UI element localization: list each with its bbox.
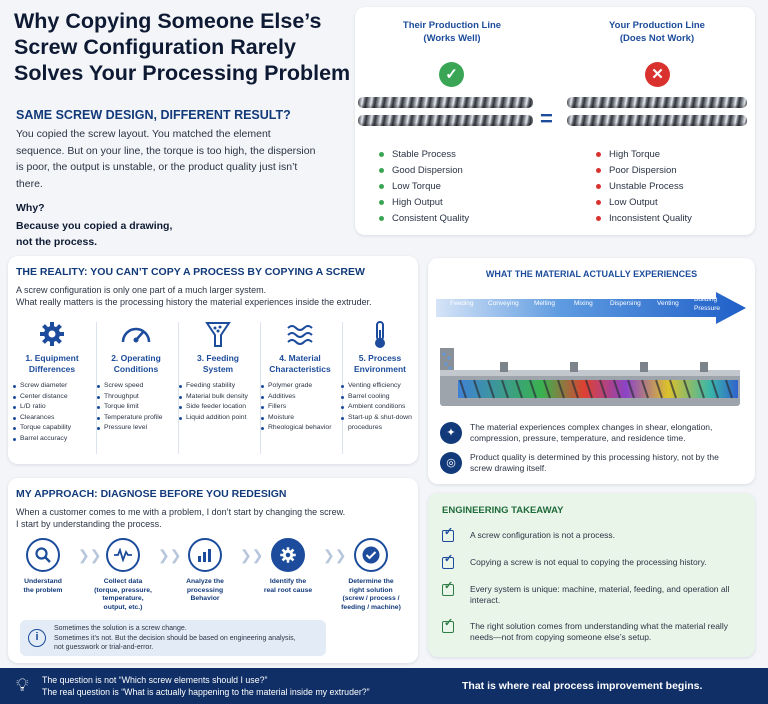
comparison-card bbox=[355, 7, 755, 235]
checkbox-icon bbox=[442, 557, 454, 569]
their-results-list bbox=[379, 147, 469, 227]
waves-icon bbox=[260, 320, 340, 350]
list-item: Low Torque bbox=[379, 179, 469, 195]
info-quality: ◎ Product quality is determined by this processing history, not by the screw drawing itself. bbox=[440, 452, 740, 474]
factor-equipment: 1. Equipment Differences Screw diameter Center distance L/D ratio Clearances Torque capability Barrel accuracy bbox=[12, 320, 92, 444]
factor-environment: 5. Process Environment Venting efficiency Barrel cooling Ambient conditions Start-up & shut-down procedures bbox=[340, 320, 420, 434]
info-shear: ✦ The material experiences complex changes in shear, elongation, compression, pressure, temperature, and residence time. bbox=[440, 422, 740, 444]
chevron-right-icon: ❯❯ bbox=[323, 547, 347, 563]
list-item: Unstable Process bbox=[596, 179, 692, 195]
checkbox-icon bbox=[442, 584, 454, 596]
screw-image bbox=[567, 115, 747, 126]
list-item: Good Dispersion bbox=[379, 163, 469, 179]
cross-icon: ✕ bbox=[645, 62, 670, 87]
takeaway-item: ✓ Copying a screw is not equal to copying the processing history. bbox=[442, 557, 742, 568]
target-icon: ◎ bbox=[440, 452, 462, 474]
reality-heading: THE REALITY: YOU CAN’T COPY A PROCESS BY COPYING A SCREW bbox=[16, 266, 365, 278]
intro-heading: SAME SCREW DESIGN, DIFFERENT RESULT? bbox=[16, 108, 291, 122]
takeaway-item: ✓ The right solution comes from understanding what the material really needs—not from copying someone else’s setup. bbox=[442, 621, 742, 643]
step-understand: Understand the problem bbox=[8, 538, 78, 595]
data-signal-icon bbox=[106, 538, 140, 572]
list-item: High Output bbox=[379, 195, 469, 211]
intro-text: You copied the screw layout. You matched the element sequence. But on your line, the torque is too high, the dispersion is poor, the output is unstable, or the product quality just isn’t there. bbox=[16, 128, 316, 190]
list-item: High Torque bbox=[596, 147, 692, 163]
check-icon: ✓ bbox=[439, 62, 464, 87]
approach-card: MY APPROACH: DIAGNOSE BEFORE YOU REDESIGN When a customer comes to me with a problem, I don’t start by changing the screw. I start by understanding the process. Understand the problem ❯❯ Collect data (torque, pressure, temperature, output, etc.) ❯❯ Analyze the processing Behavior ❯❯ Identify the real root cause ❯❯ Determine the right solution (screw / process / feeding / machine) i Sometimes the solution is a screw change. Sometimes it’s not. But the decision should be based on engineering analysis, not guesswork or trial-and-error. bbox=[8, 478, 418, 663]
factor-feeding: 3. Feeding System Feeding stability Material bulk density Side feeder location Liquid addition point bbox=[178, 320, 258, 423]
factor-operating: 2. Operating Conditions Screw speed Throughput Torque limit Temperature profile Pressure level bbox=[96, 320, 176, 434]
note-box: i Sometimes the solution is a screw change. Sometimes it’s not. But the decision should be based on engineering analysis, not guesswork or trial-and-error. bbox=[20, 620, 326, 656]
takeaway-card bbox=[428, 493, 755, 657]
material-card: WHAT THE MATERIAL ACTUALLY EXPERIENCES Feeding Conveying Melting Mixing Dispersing Venting Building Pressure ✦ The material experiences complex changes in shear, elongation, compression, pressure, temperature, and residence time. ◎ Product quality is determined by this processing history, not by the screw drawing itself. bbox=[428, 258, 755, 484]
screw-image bbox=[358, 97, 533, 108]
list-item: Stable Process bbox=[379, 147, 469, 163]
chevron-right-icon: ❯❯ bbox=[240, 547, 264, 563]
takeaway-heading: ENGINEERING TAKEAWAY bbox=[442, 505, 564, 516]
lightbulb-icon: ✦ bbox=[440, 422, 462, 444]
equals-sign: = bbox=[540, 106, 553, 131]
why-block: Why? Because you copied a drawing, not the process. bbox=[16, 202, 173, 248]
thermometer-icon bbox=[340, 320, 420, 350]
step-collect-data: Collect data (torque, pressure, temperature, output, etc.) bbox=[88, 538, 158, 612]
step-identify: Identify the real root cause bbox=[253, 538, 323, 595]
list-item: Poor Dispersion bbox=[596, 163, 692, 179]
bar-chart-icon bbox=[188, 538, 222, 572]
takeaway-item: ✓ Every system is unique: machine, material, feeding, and operation all interact. bbox=[442, 584, 742, 606]
list-item: Consistent Quality bbox=[379, 211, 469, 227]
material-heading: WHAT THE MATERIAL ACTUALLY EXPERIENCES bbox=[485, 269, 698, 279]
screw-image bbox=[358, 115, 533, 126]
step-analyze: Analyze the processing Behavior bbox=[170, 538, 240, 604]
checkbox-icon bbox=[442, 621, 454, 633]
chevron-right-icon: ❯❯ bbox=[158, 547, 182, 563]
gear-icon bbox=[271, 538, 305, 572]
chevron-right-icon: ❯❯ bbox=[78, 547, 102, 563]
footer-banner: 💡︎ The question is not “Which screw elements should I use?” The real question is “What is actually happening to the material inside my extruder?” That is where real process improvement begins. bbox=[0, 668, 768, 704]
screw-image bbox=[567, 97, 747, 108]
page-title: Why Copying Someone Else’s Screw Configuration Rarely Solves Your Processing Problem bbox=[14, 9, 351, 85]
checkbox-icon bbox=[442, 530, 454, 542]
step-determine: Determine the right solution (screw / process / feeding / machine) bbox=[336, 538, 406, 612]
list-item: Low Output bbox=[596, 195, 692, 211]
gear-icon bbox=[12, 320, 92, 350]
search-icon bbox=[26, 538, 60, 572]
gauge-icon bbox=[96, 320, 176, 350]
your-line-title: Your Production Line (Does Not Work) bbox=[609, 20, 705, 44]
reality-card: THE REALITY: YOU CAN’T COPY A PROCESS BY COPYING A SCREW A screw configuration is only one part of a much larger system. What really matters is the processing history the material experiences inside the extruder. 1. Equipment Differences Screw diameter Center distance L/D ratio Clearances Torque capability Barrel accuracy 2. Operating Conditions Screw speed Throughput Torque limit Temperature profile Pressure level 3. Feeding System Feeding stability Material bulk density Side feeder location Liquid addition point 4. Material Characteristics Polymer grade Additives Fillers Moisture Rheological behavior 5. Process Environment Venting efficiency Barrel cooling Ambient conditions Start-up & shut-down procedures bbox=[8, 256, 418, 464]
extruder-cutaway-image bbox=[440, 348, 746, 410]
lightbulb-icon: 💡︎ bbox=[16, 675, 29, 695]
hopper-icon bbox=[178, 320, 258, 350]
info-icon: i bbox=[28, 629, 46, 647]
check-circle-icon bbox=[354, 538, 388, 572]
their-line-title: Their Production Line (Works Well) bbox=[402, 20, 502, 44]
list-item: Inconsistent Quality bbox=[596, 211, 692, 227]
factor-material: 4. Material Characteristics Polymer grade Additives Fillers Moisture Rheological behavior bbox=[260, 320, 340, 434]
takeaway-item: ✓ A screw configuration is not a process. bbox=[442, 530, 742, 541]
approach-heading: MY APPROACH: DIAGNOSE BEFORE YOU REDESIGN bbox=[16, 488, 287, 500]
your-results-list bbox=[596, 147, 692, 227]
